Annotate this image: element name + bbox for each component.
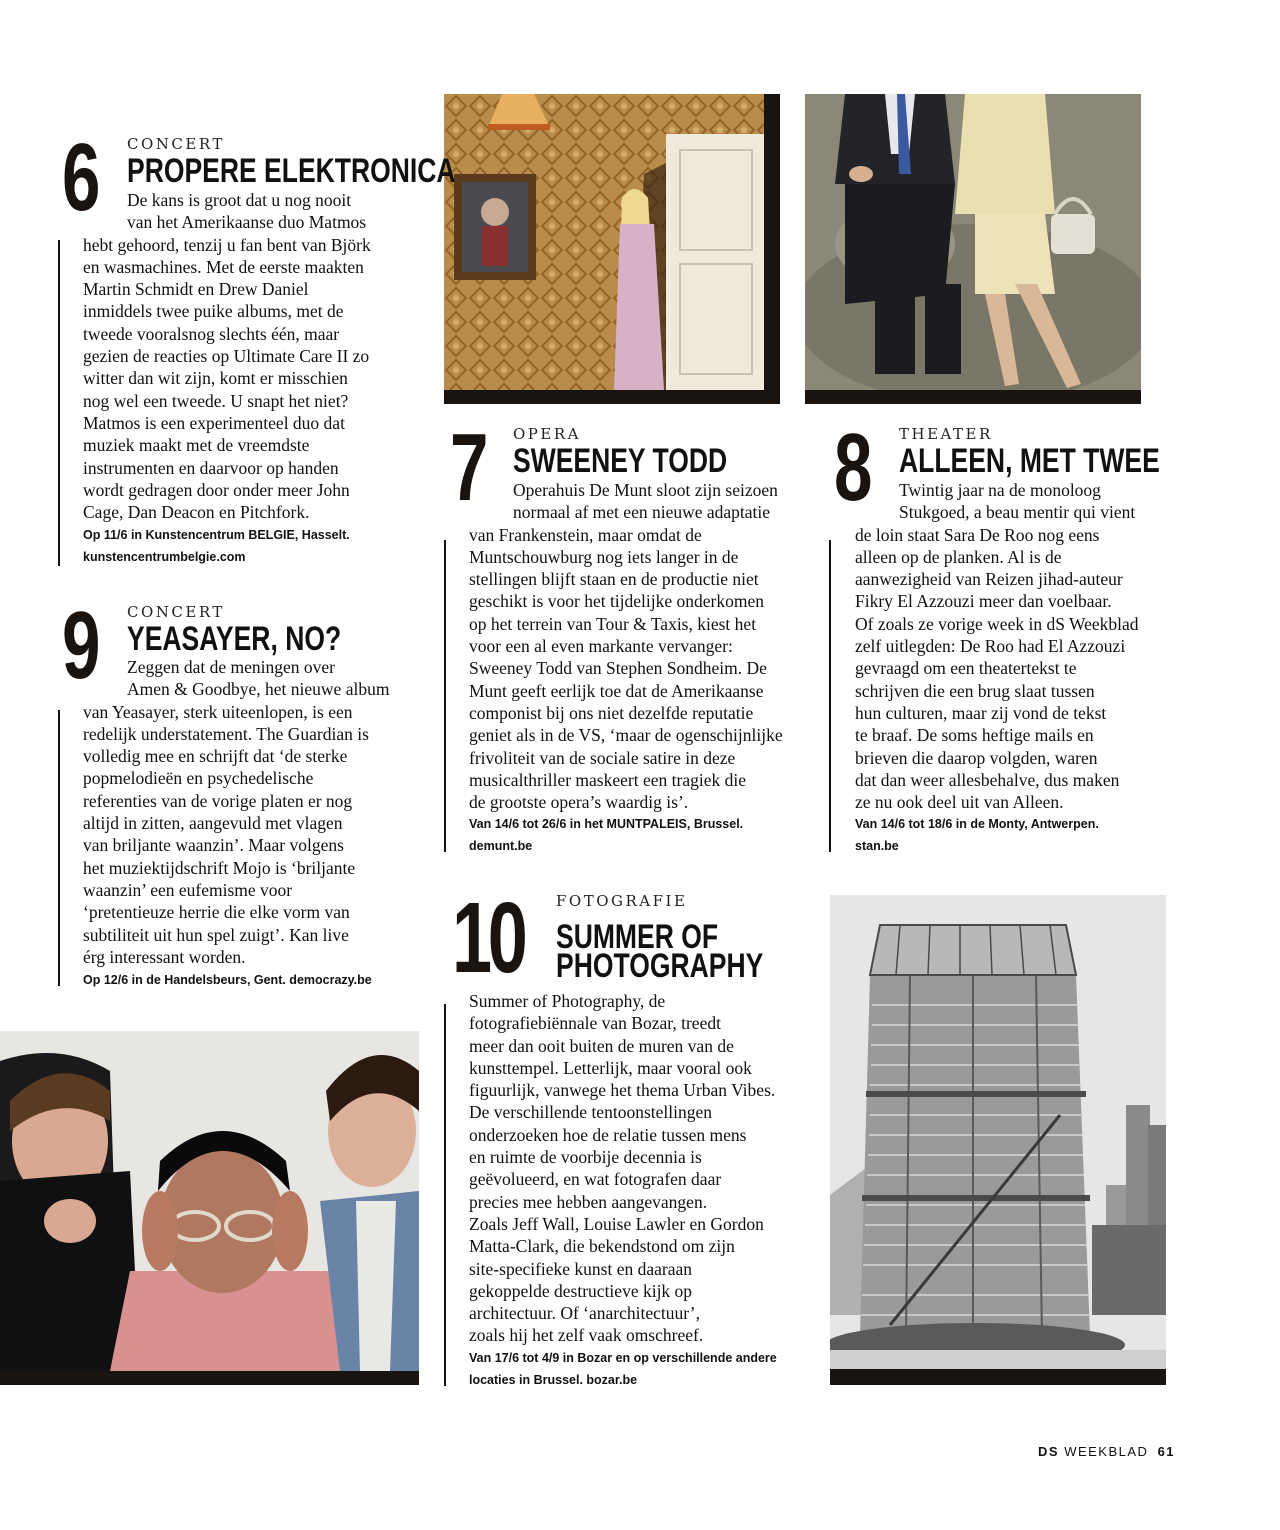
body-line: Muntschouwburg nog iets langer in de xyxy=(469,546,739,567)
body-line: van Frankenstein, maar omdat de xyxy=(469,524,702,545)
article-7-info xyxy=(469,813,743,857)
body-line: instrumenten en daarvoor op handen xyxy=(83,457,339,478)
article-10-body xyxy=(469,990,775,1347)
article-7-body xyxy=(469,479,783,813)
event-details: Van 14/6 tot 18/6 in de Monty, Antwerpen. xyxy=(855,817,1099,831)
body-line: Fikry El Azzouzi meer dan voelbaar. xyxy=(855,591,1112,612)
article-8-rule xyxy=(829,540,831,852)
body-line: schrijven die een brug slaat tussen xyxy=(855,680,1095,701)
article-10-title-line-2: PHOTOGRAPHY xyxy=(556,947,764,985)
article-7-category: OPERA xyxy=(513,425,581,443)
body-line: en wasmachines. Met de eerste maakten xyxy=(83,256,364,277)
body-line: hebt gehoord, tenzij u fan bent van Björk xyxy=(83,234,371,255)
body-line: inmiddels twee puike albums, met de xyxy=(83,301,344,322)
body-line: geëvolueerd, en wat fotografen daar xyxy=(469,1169,722,1190)
article-10-info xyxy=(469,1347,777,1391)
body-line: figuurlijk, vanwege het thema Urban Vibes. xyxy=(469,1080,776,1101)
body-line: het muziektijdschrift Mojo is ‘briljante xyxy=(83,857,356,878)
body-line: Zeggen dat de meningen over xyxy=(127,657,335,677)
body-line: dat dan weer allesbehalve, dus maken xyxy=(855,769,1120,790)
body-line: gekoppelde destructieve kijk op xyxy=(469,1280,693,1301)
page-number: 61 xyxy=(1157,1444,1176,1459)
body-line: Twintig jaar na de monoloog xyxy=(899,480,1101,500)
article-8-category: THEATER xyxy=(899,425,993,443)
footer-magazine: WEEKBLAD xyxy=(1064,1444,1149,1459)
body-line: stellingen blijft staan en de productie niet xyxy=(469,569,759,590)
body-line: componist bij ons niet dezelfde reputatie xyxy=(469,702,754,723)
event-details: locaties in Brussel. bozar.be xyxy=(469,1373,638,1387)
body-line: witter dan wit zijn, komt er misschien xyxy=(83,368,348,389)
body-line: Martin Schmidt en Drew Daniel xyxy=(83,279,309,300)
body-line: Cage, Dan Deacon en Pitchfork. xyxy=(83,502,310,523)
body-line: zelf uitlegden: De Roo had El Azzouzi xyxy=(855,636,1126,657)
body-line: onderzoeken hoe de relatie tussen mens xyxy=(469,1124,747,1145)
event-website: kunstencentrumbelgie.com xyxy=(83,550,246,564)
body-line: van briljante waanzin’. Maar volgens xyxy=(83,835,344,856)
body-line: ‘pretentieuze herrie die elke vorm van xyxy=(83,902,350,923)
body-line: frivoliteit van de sociale satire in deze xyxy=(469,747,736,768)
footer-brand: DS xyxy=(1038,1444,1060,1459)
article-7-title: SWEENEY TODD xyxy=(513,442,728,480)
article-9-category: CONCERT xyxy=(127,603,225,621)
body-line: brieven die daarop volgden, waren xyxy=(855,747,1098,768)
body-line: aanwezigheid van Reizen jihad-auteur xyxy=(855,569,1123,590)
body-line: de loin staat Sara De Roo nog eens xyxy=(855,524,1100,545)
body-line: de grootste opera’s waardig is’. xyxy=(469,792,689,813)
body-line: wordt gedragen door onder meer John xyxy=(83,479,350,500)
body-line: fotografiebiënnale van Bozar, treedt xyxy=(469,1013,721,1034)
body-line: gevraagd om een theatertekst te xyxy=(855,658,1077,679)
body-line: op het terrein van Tour & Taxis, kiest het xyxy=(469,613,757,634)
body-line: architectuur. Of ‘anarchitectuur’, xyxy=(469,1303,700,1324)
body-line: normaal af met een nieuwe adaptatie xyxy=(513,502,771,523)
article-7-number: 7 xyxy=(450,414,485,521)
body-line: Stukgoed, a beau mentir qui vient xyxy=(899,502,1136,523)
article-6-rule xyxy=(58,240,60,566)
article-9-title: YEASAYER, NO? xyxy=(127,620,342,658)
article-9-info xyxy=(83,969,372,991)
body-line: nog wel een tweede. U snapt het niet? xyxy=(83,390,349,411)
band-photo xyxy=(0,1031,419,1371)
body-line: geniet als in de VS, ‘maar de ogenschijnlijke xyxy=(469,725,783,746)
article-8-info xyxy=(855,813,1099,857)
theater-photo xyxy=(805,94,1141,390)
body-line: altijd in zitten, aangevuld met vlagen xyxy=(83,813,343,834)
body-line: Matta-Clark, die bekendstond om zijn xyxy=(469,1236,735,1257)
body-line: Zoals Jeff Wall, Louise Lawler en Gordon xyxy=(469,1213,764,1234)
body-line: site-specifieke kunst en daaraan xyxy=(469,1258,693,1279)
article-6-body xyxy=(83,189,371,523)
article-9-body xyxy=(83,656,389,968)
article-7-rule xyxy=(444,540,446,852)
opera-photo-bar xyxy=(444,390,780,404)
article-6-info xyxy=(83,524,350,568)
body-line: muziek maakt met de vreemdste xyxy=(83,435,310,456)
body-line: Summer of Photography, de xyxy=(469,991,666,1011)
body-line: Matmos is een experimenteel duo dat xyxy=(83,412,345,433)
body-line: meer dan ooit buiten de muren van de xyxy=(469,1035,734,1056)
body-line: referenties van de vorige platen er nog xyxy=(83,790,353,811)
body-line: van het Amerikaanse duo Matmos xyxy=(127,212,367,233)
body-line: Of zoals ze vorige week in dS Weekblad xyxy=(855,613,1139,634)
body-line: volledig mee en schrijft dat ‘de sterke xyxy=(83,746,348,767)
body-line: Operahuis De Munt sloot zijn seizoen xyxy=(513,480,778,500)
body-line: precies mee hebben aangevangen. xyxy=(469,1191,708,1212)
event-details: Van 17/6 tot 4/9 in Bozar en op verschillende andere xyxy=(469,1351,777,1365)
event-details: Op 11/6 in Kunstencentrum BELGIE, Hasselt. xyxy=(83,528,350,542)
gas-tower-photo-bar xyxy=(830,1369,1166,1385)
page-footer xyxy=(1038,1444,1175,1459)
body-line: musicalthriller maskeert een tragiek die xyxy=(469,769,746,790)
body-line: kunsttempel. Letterlijk, maar vooral ook xyxy=(469,1057,752,1078)
body-line: waanzin’ een eufemisme voor xyxy=(83,879,293,900)
event-website: stan.be xyxy=(855,839,899,853)
body-line: popmelodieën en psychedelische xyxy=(83,768,314,789)
body-line: ze nu ook deel uit van Alleen. xyxy=(855,792,1064,813)
body-line: subtiliteit uit hun spel zuigt’. Kan live xyxy=(83,924,349,945)
article-6-number: 6 xyxy=(62,124,97,231)
article-10-number: 10 xyxy=(452,882,524,994)
body-line: te braaf. De soms heftige mails en xyxy=(855,725,1094,746)
body-line: Munt geeft eerlijk toe dat de Amerikaanse xyxy=(469,680,764,701)
article-8-number: 8 xyxy=(834,414,869,521)
event-website: demunt.be xyxy=(469,839,533,853)
body-line: geschikt is voor het tijdelijke onderkomen xyxy=(469,591,765,612)
article-9-number: 9 xyxy=(62,592,97,699)
article-10-category: FOTOGRAFIE xyxy=(556,892,688,910)
body-line: zoals hij het zelf vaak omschreef. xyxy=(469,1325,704,1346)
band-photo-bar xyxy=(0,1371,419,1385)
body-line: voor een al even markante vervanger: xyxy=(469,636,733,657)
gas-tower-photo xyxy=(830,895,1166,1369)
article-10-title-line-1: SUMMER OF xyxy=(556,918,719,956)
body-line: De verschillende tentoonstellingen xyxy=(469,1102,712,1123)
body-line: van Yeasayer, sterk uiteenlopen, is een xyxy=(83,701,353,722)
body-line: en ruimte de voorbije decennia is xyxy=(469,1147,702,1168)
event-details: Op 12/6 in de Handelsbeurs, Gent. democrazy.be xyxy=(83,973,372,987)
article-6-category: CONCERT xyxy=(127,135,225,153)
body-line: De kans is groot dat u nog nooit xyxy=(127,190,352,210)
body-line: Amen & Goodbye, het nieuwe album xyxy=(127,679,390,700)
body-line: érg interessant worden. xyxy=(83,946,246,967)
article-6-title: PROPERE ELEKTRONICA xyxy=(127,152,456,190)
body-line: gezien de reacties op Ultimate Care II zo xyxy=(83,346,370,367)
article-9-rule xyxy=(58,710,60,986)
body-line: hun culturen, maar zij vond de tekst xyxy=(855,702,1107,723)
opera-stage-photo xyxy=(444,94,780,390)
event-details: Van 14/6 tot 26/6 in het MUNTPALEIS, Brussel. xyxy=(469,817,744,831)
theater-photo-bar xyxy=(805,390,1141,404)
article-8-title: ALLEEN, MET TWEE xyxy=(899,442,1160,480)
body-line: alleen op de planken. Al is de xyxy=(855,546,1062,567)
article-8-body xyxy=(855,479,1139,813)
body-line: redelijk understatement. The Guardian is xyxy=(83,723,369,744)
body-line: Sweeney Todd van Stephen Sondheim. De xyxy=(469,658,767,679)
article-10-rule xyxy=(444,1004,446,1386)
body-line: tweede vooralsnog slechts één, maar xyxy=(83,323,340,344)
